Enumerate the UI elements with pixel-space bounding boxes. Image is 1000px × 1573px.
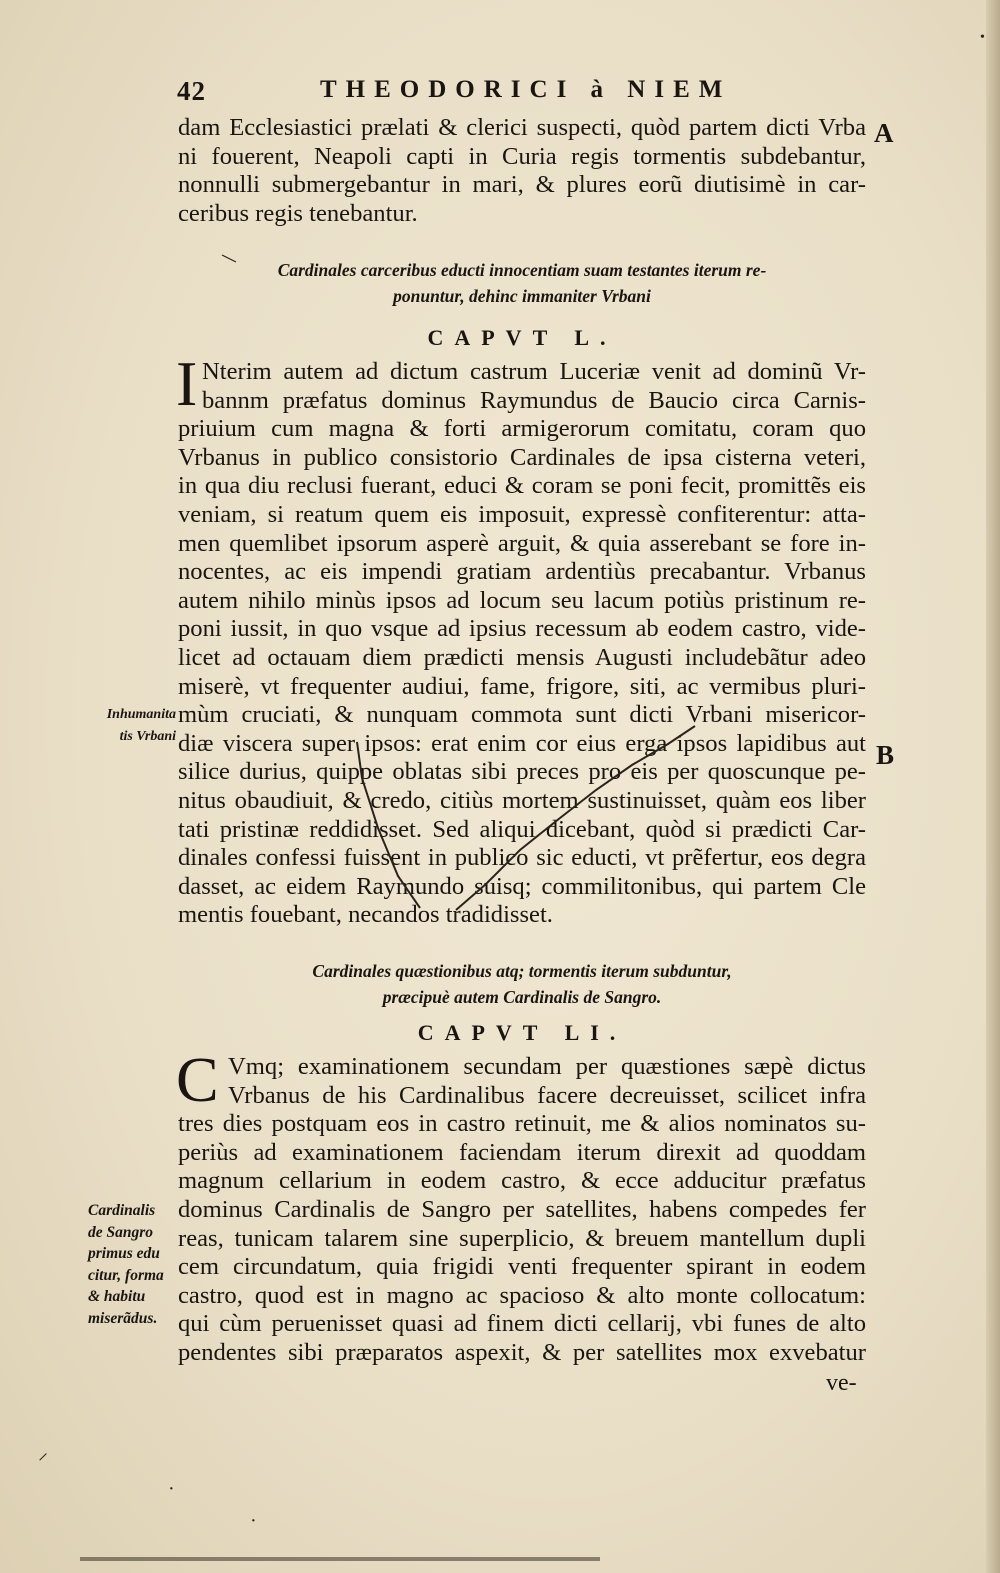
text-line: Vrbanus in publico consistorio Cardinales de ipsa cisterna veteri, (178, 443, 866, 471)
marginal-note-2 (88, 1200, 164, 1329)
drop-cap-2: C (176, 1044, 219, 1115)
text-line: nitus obaudiuit, & credo, citiùs mortem sustinuisset, quàm eos liber (178, 786, 866, 814)
text-line: castro, quod est in magno ac spacioso & alto monte collocatum: (178, 1281, 866, 1309)
text-line: Nterim autem ad dictum castrum Luceriæ venit ad dominũ Vr- (202, 358, 866, 385)
stray-ink-mark: • (980, 30, 985, 45)
text-line: tres dies postquam eos in castro retinuit, me & alios nominatos su- (178, 1110, 866, 1138)
text-line: dinales confessi fuissent in publico sic educti, vt prẽfertur, eos degra (178, 844, 866, 872)
text-line: silice durius, quippe oblatas sibi preces pro eis per quoscunque pe- (178, 758, 866, 786)
note-line: miserãdus. (88, 1309, 158, 1327)
summary-line: Cardinales carceribus educti innocentiam suam testantes iterum re- (277, 260, 767, 280)
text-line: licet ad octauam diem prædicti mensis Augusti includebãtur adeo (178, 643, 866, 671)
text-line: reas, tunicam talarem sine superplicio, & breuem mantellum dupli (178, 1224, 866, 1252)
text-line: magnum cellarium in eodem castro, & ecce adducitur præfatus (178, 1167, 866, 1195)
chapter-2-text (176, 1044, 866, 1368)
text-line: dam Ecclesiastici prælati & clerici suspecti, quòd partem dicti Vrba (178, 114, 866, 141)
stray-ink-mark: · (168, 1478, 175, 1500)
text-line: cem circundatum, quia frigidi venti frequenter spirant in eodem (178, 1253, 866, 1281)
margin-letter-b: B (876, 740, 895, 770)
text-line: Vmq; examinationem secundam per quæstiones sæpè dictus (228, 1053, 866, 1080)
summary-line: ponuntur, dehinc immaniter Vrbani (393, 286, 651, 306)
note-line: Inhumanita (106, 707, 176, 722)
chapter-heading-2: CAPVT LI. (417, 1020, 627, 1045)
text-line: pendentes sibi præparatos aspexit, & per satellites mox exvebatur (178, 1338, 866, 1366)
text-line: tati pristinæ reddidisset. Sed aliqui dicebant, quòd si prædicti Car- (178, 815, 866, 843)
text-line: nocentes, ac eis impendi gratiam ardentiùs precabantur. Vrbanus (178, 558, 866, 586)
text-line: poni iussit, in quo vsque ad ipsius recessum ab eodem castro, vide- (178, 615, 866, 643)
text-line: ceribus regis tenebantur. (178, 199, 418, 227)
stray-ink-mark: · (250, 1510, 257, 1532)
text-line: mùm cruciati, & nunquam commota sunt dicti Vrbani misericor- (178, 701, 866, 729)
text-line: qui cùm peruenisset quasi ad finem dicti cellarij, vbi funes de alto (178, 1310, 866, 1338)
text-line: priuium cum magna & forti armigerorum comitatu, coram quo (178, 415, 866, 443)
note-line: tis Vrbani (119, 728, 176, 744)
text-line: dasset, ac eidem Raymundo suisq; commilitonibus, qui partem Cle (178, 872, 866, 900)
text-line: Vrbanus de his Cardinalibus facere decreuisset, scilicet infra (228, 1081, 866, 1109)
note-line: primus edu (88, 1245, 160, 1262)
catchword: ve- (826, 1370, 857, 1396)
text-line: dominus Cardinalis de Sangro per satellites, habens compedes fer (178, 1195, 866, 1223)
summary-line: Cardinales quæstionibus atq; tormentis iterum subduntur, (312, 961, 732, 981)
stray-ink-mark: ⸝ (38, 1442, 48, 1464)
text-line: veniam, si reatum quem eis imposuit, expressè confiterentur: atta- (178, 500, 866, 528)
chapter-heading-1: CAPVT L. (427, 325, 617, 350)
text-line: bannm præfatus dominus Raymundus de Baucio circa Carnis- (202, 386, 866, 414)
text-line: mentis fouebant, necandos tradidisset. (178, 901, 553, 929)
note-line: citur, forma (88, 1266, 164, 1284)
text-line: nonnulli submergebantur in mari, & plures eorũ diutisimè in car- (178, 171, 866, 199)
text-line: ni fouerent, Neapoli capti in Curia regis tormentis subdebantur, (178, 142, 866, 170)
running-head: THEODORICI à NIEM (320, 76, 732, 103)
text-line: in qua diu reclusi fuerant, educi & coram se poni fecit, promittẽs eis (178, 472, 866, 500)
page-number: 42 (177, 76, 206, 106)
drop-cap-1: I (176, 348, 198, 419)
text-line: diæ viscera super ipsos: erat enim cor eius erga ipsos lapidibus aut (178, 729, 866, 757)
text-line: men quemlibet ipsorum asperè arguit, & quia asserebant se fore in- (178, 529, 866, 557)
margin-letter-a: A (874, 118, 894, 148)
text-line: periùs ad examinationem faciendam iterum direxit ad quoddam (178, 1138, 866, 1166)
chapter-summary-2 (178, 958, 866, 1010)
note-line: & habitu (88, 1288, 146, 1305)
text-line: autem nihilo minùs ipsos ad locum seu lacum potiùs pristinum re- (178, 586, 866, 614)
note-line: de Sangro (88, 1223, 154, 1241)
text-line: miserè, vt frequenter audiui, fame, frigore, siti, ac vermibus pluri- (178, 672, 866, 700)
note-line: Cardinalis (88, 1202, 156, 1219)
summary-line: præcipuè autem Cardinalis de Sangro. (382, 987, 662, 1007)
